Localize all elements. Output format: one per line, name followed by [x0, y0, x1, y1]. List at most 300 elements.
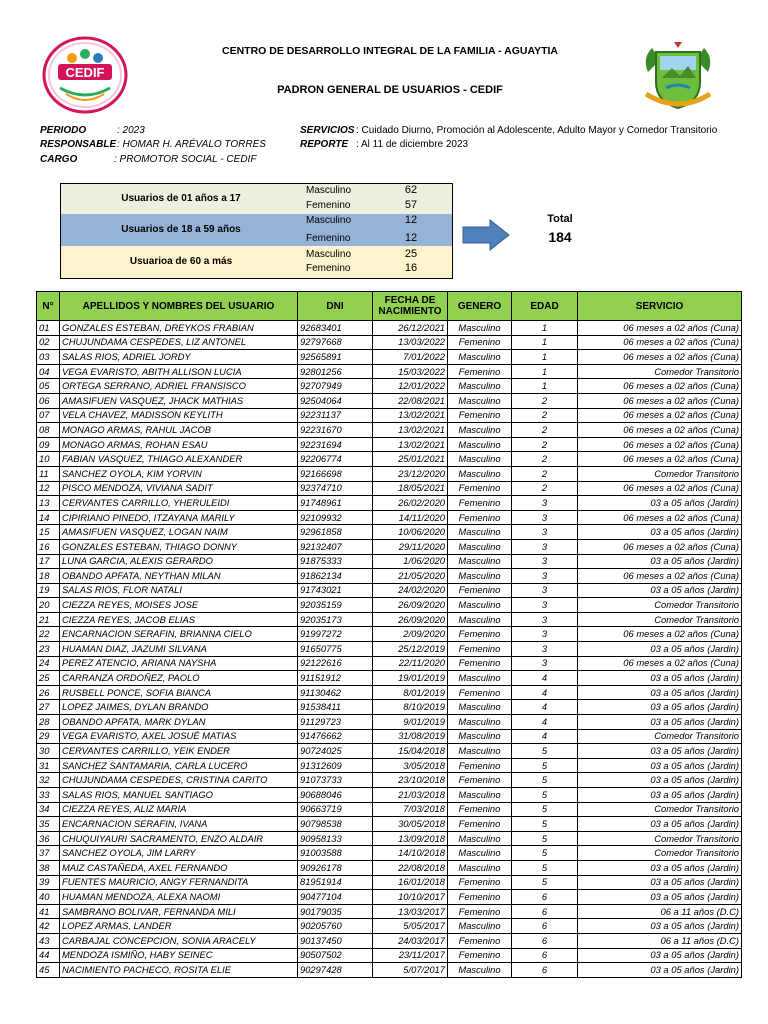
cell-birthdate: 13/03/2017 [373, 904, 448, 919]
cell-number: 23 [37, 642, 60, 657]
cell-gender: Femenino [448, 583, 512, 598]
cell-dni: 91748961 [298, 496, 373, 511]
cell-service: 03 a 05 años (Jardin) [578, 919, 742, 934]
svg-text:CEDIF: CEDIF [65, 65, 105, 80]
cell-dni: 92109932 [298, 510, 373, 525]
cell-dni: 90477104 [298, 890, 373, 905]
cell-gender: Masculino [448, 671, 512, 686]
cell-gender: Masculino [448, 788, 512, 803]
cell-gender: Masculino [448, 860, 512, 875]
cell-birthdate: 13/02/2021 [373, 437, 448, 452]
cell-name: PISCO MENDOZA, VIVIANA SADIT [60, 481, 298, 496]
cell-birthdate: 24/02/2020 [373, 583, 448, 598]
table-row [37, 685, 742, 700]
cell-number: 02 [37, 335, 60, 350]
cell-service: Comedor Transitorio [578, 831, 742, 846]
summary-masculino-count: 12 [404, 214, 418, 226]
cell-service: 03 a 05 años (Jardin) [578, 948, 742, 963]
cell-age: 3 [512, 627, 578, 642]
cell-birthdate: 15/03/2022 [373, 364, 448, 379]
cell-dni: 90688046 [298, 788, 373, 803]
cell-dni: 92707949 [298, 379, 373, 394]
cell-name: CARRANZA ORDOÑEZ, PAOLO [60, 671, 298, 686]
cell-name: CIEZZA REYES, ALIZ MARIA [60, 802, 298, 817]
cell-age: 4 [512, 671, 578, 686]
cell-number: 20 [37, 598, 60, 613]
cell-birthdate: 26/12/2021 [373, 321, 448, 336]
cell-name: ENCARNACION SERAFIN, BRIANNA CIELO [60, 627, 298, 642]
cell-number: 41 [37, 904, 60, 919]
cell-service: 06 meses a 02 años (Cuna) [578, 627, 742, 642]
cell-dni: 92035159 [298, 598, 373, 613]
table-header-row [37, 292, 742, 321]
cell-birthdate: 18/05/2021 [373, 481, 448, 496]
table-row [37, 408, 742, 423]
cell-name: OBANDO APFATA, NEYTHAN MILAN [60, 569, 298, 584]
cell-service: 03 a 05 años (Jardin) [578, 744, 742, 759]
cell-age: 6 [512, 948, 578, 963]
cell-birthdate: 16/01/2018 [373, 875, 448, 890]
cell-age: 6 [512, 890, 578, 905]
cell-birthdate: 3/05/2018 [373, 758, 448, 773]
cell-number: 30 [37, 744, 60, 759]
reporte-label: REPORTE [300, 139, 349, 150]
cell-number: 37 [37, 846, 60, 861]
summary-masculino-label: Masculino [306, 215, 352, 226]
table-row [37, 948, 742, 963]
cell-service: 03 a 05 años (Jardin) [578, 671, 742, 686]
document-title: PADRON GENERAL DE USUARIOS - CEDIF [277, 84, 503, 96]
users-table [36, 291, 742, 978]
cell-number: 44 [37, 948, 60, 963]
cell-service: 03 a 05 años (Jardin) [578, 860, 742, 875]
table-row [37, 788, 742, 803]
cell-name: SANCHEZ SANTAMARIA, CARLA LUCERO [60, 758, 298, 773]
cell-dni: 81951914 [298, 875, 373, 890]
cell-age: 5 [512, 788, 578, 803]
cell-service: 03 a 05 años (Jardin) [578, 817, 742, 832]
table-row [37, 671, 742, 686]
cell-dni: 90958133 [298, 831, 373, 846]
cell-birthdate: 10/06/2020 [373, 525, 448, 540]
cell-gender: Femenino [448, 817, 512, 832]
cell-age: 3 [512, 510, 578, 525]
cedif-logo [42, 36, 128, 114]
cell-service: 06 a 11 años (D.C) [578, 904, 742, 919]
cell-gender: Masculino [448, 846, 512, 861]
arrow-right-icon [462, 219, 510, 251]
table-row [37, 496, 742, 511]
cell-age: 3 [512, 656, 578, 671]
cell-number: 17 [37, 554, 60, 569]
cell-number: 14 [37, 510, 60, 525]
cell-name: GONZALES ESTEBAN, THIAGO DONNY [60, 539, 298, 554]
cell-gender: Femenino [448, 335, 512, 350]
cell-gender: Masculino [448, 700, 512, 715]
cell-birthdate: 14/11/2020 [373, 510, 448, 525]
cell-name: GONZALES ESTEBAN, DREYKOS FRABIAN [60, 321, 298, 336]
cell-service: 03 a 05 años (Jardin) [578, 496, 742, 511]
cell-birthdate: 31/08/2019 [373, 729, 448, 744]
cell-gender: Femenino [448, 758, 512, 773]
cell-service: 03 a 05 años (Jardin) [578, 758, 742, 773]
cell-number: 18 [37, 569, 60, 584]
cell-name: MONAGO ARMAS, RAHUL JACOB [60, 423, 298, 438]
cell-birthdate: 8/01/2019 [373, 685, 448, 700]
cell-age: 2 [512, 393, 578, 408]
cell-dni: 91650775 [298, 642, 373, 657]
cell-age: 3 [512, 612, 578, 627]
table-row [37, 700, 742, 715]
reporte-value: : Al 11 de diciembre 2023 [356, 139, 469, 150]
cell-age: 2 [512, 437, 578, 452]
cell-age: 5 [512, 773, 578, 788]
cell-name: VELA CHAVEZ, MADISSON KEYLITH [60, 408, 298, 423]
cell-gender: Masculino [448, 963, 512, 978]
cell-number: 38 [37, 860, 60, 875]
cell-gender: Masculino [448, 919, 512, 934]
table-row [37, 452, 742, 467]
summary-femenino-label: Femenino [306, 200, 351, 211]
cell-dni: 90798538 [298, 817, 373, 832]
table-row [37, 919, 742, 934]
table-row [37, 350, 742, 365]
cell-name: MONAGO ARMAS, ROHAN ESAU [60, 437, 298, 452]
cell-name: RUSBELL PONCE, SOFIA BIANCA [60, 685, 298, 700]
cell-service: 03 a 05 años (Jardin) [578, 525, 742, 540]
table-row [37, 481, 742, 496]
cell-age: 5 [512, 831, 578, 846]
cell-dni: 90507502 [298, 948, 373, 963]
cell-number: 16 [37, 539, 60, 554]
cell-gender: Masculino [448, 569, 512, 584]
cell-dni: 91130462 [298, 685, 373, 700]
cell-name: MENDOZA ISMIÑO, HABY SEINEC [60, 948, 298, 963]
cell-name: VEGA EVARISTO, AXEL JOSUÉ MATIAS [60, 729, 298, 744]
cell-dni: 91476662 [298, 729, 373, 744]
cell-name: SALAS RIOS, MANUEL SANTIAGO [60, 788, 298, 803]
header-age: EDAD [512, 292, 578, 321]
summary-label: Usuarios de 18 a 59 años [121, 224, 241, 235]
cell-gender: Femenino [448, 773, 512, 788]
cell-gender: Masculino [448, 715, 512, 730]
cell-gender: Masculino [448, 729, 512, 744]
cell-number: 28 [37, 715, 60, 730]
header-service: SERVICIO [578, 292, 742, 321]
cell-name: PEREZ ATENCIO, ARIANA NAYSHA [60, 656, 298, 671]
cell-gender: Masculino [448, 466, 512, 481]
cell-age: 5 [512, 875, 578, 890]
cell-age: 6 [512, 963, 578, 978]
cell-dni: 91862134 [298, 569, 373, 584]
cell-age: 5 [512, 802, 578, 817]
cell-gender: Femenino [448, 890, 512, 905]
table-row [37, 729, 742, 744]
cell-age: 6 [512, 919, 578, 934]
summary-masculino-label: Masculino [306, 249, 352, 260]
summary-band-seniors [61, 246, 452, 278]
header-name: APELLIDOS Y NOMBRES DEL USUARIO [60, 292, 298, 321]
cell-birthdate: 7/01/2022 [373, 350, 448, 365]
responsable-value: : HOMAR H. ARÉVALO TORRES [117, 139, 266, 150]
cell-age: 2 [512, 423, 578, 438]
table-row [37, 933, 742, 948]
summary-femenino-label: Femenino [306, 233, 351, 244]
summary-femenino-count: 12 [404, 232, 418, 244]
table-row [37, 831, 742, 846]
cell-number: 43 [37, 933, 60, 948]
cell-dni: 90663719 [298, 802, 373, 817]
cell-name: AMASIFUEN VASQUEZ, JHACK MATHIAS [60, 393, 298, 408]
cell-name: HUAMAN MENDOZA, ALEXA NAOMI [60, 890, 298, 905]
cell-dni: 91538411 [298, 700, 373, 715]
cell-dni: 91003588 [298, 846, 373, 861]
cell-gender: Femenino [448, 802, 512, 817]
cell-dni: 92565891 [298, 350, 373, 365]
header-gender: GENERO [448, 292, 512, 321]
cell-gender: Masculino [448, 744, 512, 759]
cell-birthdate: 26/09/2020 [373, 612, 448, 627]
cell-number: 22 [37, 627, 60, 642]
cell-birthdate: 10/10/2017 [373, 890, 448, 905]
table-row [37, 875, 742, 890]
table-row [37, 539, 742, 554]
cell-number: 19 [37, 583, 60, 598]
cell-service: 06 meses a 02 años (Cuna) [578, 393, 742, 408]
summary-masculino-count: 62 [404, 184, 418, 196]
cell-service: 06 meses a 02 años (Cuna) [578, 510, 742, 525]
cell-gender: Masculino [448, 598, 512, 613]
cell-age: 3 [512, 554, 578, 569]
cell-gender: Femenino [448, 496, 512, 511]
header-dni: DNI [298, 292, 373, 321]
cell-number: 31 [37, 758, 60, 773]
cell-gender: Femenino [448, 933, 512, 948]
table-row [37, 744, 742, 759]
cell-number: 03 [37, 350, 60, 365]
cell-dni: 91073733 [298, 773, 373, 788]
servicios-value: : Cuidado Diurno, Promoción al Adolescente, Adulto Mayor y Comedor Transitorio [356, 125, 718, 136]
table-row [37, 817, 742, 832]
table-row [37, 364, 742, 379]
cell-dni: 92683401 [298, 321, 373, 336]
cell-number: 05 [37, 379, 60, 394]
cell-name: LOPEZ JAIMES, DYLAN BRANDO [60, 700, 298, 715]
cell-dni: 92374710 [298, 481, 373, 496]
cell-birthdate: 21/05/2020 [373, 569, 448, 584]
header-number: N° [37, 292, 60, 321]
cell-number: 45 [37, 963, 60, 978]
cell-age: 4 [512, 700, 578, 715]
cell-dni: 92231694 [298, 437, 373, 452]
cell-name: OBANDO APFATA, MARK DYLAN [60, 715, 298, 730]
cell-age: 3 [512, 496, 578, 511]
cell-dni: 92961858 [298, 525, 373, 540]
cell-dni: 91312609 [298, 758, 373, 773]
cell-service: 06 meses a 02 años (Cuna) [578, 452, 742, 467]
cell-service: 06 meses a 02 años (Cuna) [578, 569, 742, 584]
cell-service: 06 meses a 02 años (Cuna) [578, 481, 742, 496]
cell-gender: Femenino [448, 627, 512, 642]
table-row [37, 423, 742, 438]
cell-age: 4 [512, 685, 578, 700]
cell-service: 06 meses a 02 años (Cuna) [578, 350, 742, 365]
cell-age: 3 [512, 598, 578, 613]
servicios-label: SERVICIOS [300, 125, 355, 136]
cell-dni: 91129723 [298, 715, 373, 730]
cell-birthdate: 21/03/2018 [373, 788, 448, 803]
cell-service: Comedor Transitorio [578, 466, 742, 481]
cell-gender: Femenino [448, 408, 512, 423]
summary-label: Usuarios de 01 años a 17 [121, 193, 241, 204]
cell-age: 6 [512, 933, 578, 948]
cell-birthdate: 22/08/2018 [373, 860, 448, 875]
cell-service: 03 a 05 años (Jardin) [578, 583, 742, 598]
cell-birthdate: 13/03/2022 [373, 335, 448, 350]
cell-birthdate: 25/01/2021 [373, 452, 448, 467]
cell-name: HUAMAN DIAZ, JAZUMI SILVANA [60, 642, 298, 657]
cell-service: 03 a 05 años (Jardin) [578, 875, 742, 890]
table-row [37, 393, 742, 408]
summary-masculino-label: Masculino [306, 185, 352, 196]
cell-service: 03 a 05 años (Jardin) [578, 685, 742, 700]
cell-gender: Femenino [448, 364, 512, 379]
summary-label: Usuarioa de 60 a más [129, 256, 233, 267]
cell-birthdate: 13/09/2018 [373, 831, 448, 846]
cell-number: 08 [37, 423, 60, 438]
cell-dni: 92504064 [298, 393, 373, 408]
cell-service: 06 a 11 años (D.C) [578, 933, 742, 948]
cell-gender: Masculino [448, 423, 512, 438]
cell-gender: Femenino [448, 481, 512, 496]
cell-name: CIEZZA REYES, JACOB ELIAS [60, 612, 298, 627]
cell-gender: Masculino [448, 612, 512, 627]
cell-birthdate: 12/01/2022 [373, 379, 448, 394]
cell-dni: 91997272 [298, 627, 373, 642]
cell-gender: Masculino [448, 437, 512, 452]
cell-age: 3 [512, 569, 578, 584]
cell-number: 42 [37, 919, 60, 934]
table-row [37, 627, 742, 642]
cell-number: 40 [37, 890, 60, 905]
table-row [37, 860, 742, 875]
table-row [37, 758, 742, 773]
cell-age: 5 [512, 860, 578, 875]
cell-number: 27 [37, 700, 60, 715]
cell-name: CHUQUIYAURI SACRAMENTO, ENZO ALDAIR [60, 831, 298, 846]
table-row [37, 773, 742, 788]
cell-gender: Masculino [448, 379, 512, 394]
cell-name: CIEZZA REYES, MOISES JOSE [60, 598, 298, 613]
cell-birthdate: 24/03/2017 [373, 933, 448, 948]
cell-birthdate: 13/02/2021 [373, 423, 448, 438]
cell-name: SALAS RIOS, FLOR NATALI [60, 583, 298, 598]
cell-name: VEGA EVARISTO, ABITH ALLISON LUCIA [60, 364, 298, 379]
table-row [37, 525, 742, 540]
cargo-value: : PROMOTOR SOCIAL - CEDIF [114, 154, 257, 165]
cell-gender: Masculino [448, 393, 512, 408]
cell-gender: Femenino [448, 656, 512, 671]
cell-name: LOPEZ ARMAS, LANDER [60, 919, 298, 934]
cell-service: Comedor Transitorio [578, 802, 742, 817]
cell-dni: 90724025 [298, 744, 373, 759]
cell-gender: Femenino [448, 510, 512, 525]
cell-age: 2 [512, 481, 578, 496]
cell-dni: 92206774 [298, 452, 373, 467]
cell-name: AMASIFUEN VASQUEZ, LOGAN NAIM [60, 525, 298, 540]
cell-gender: Masculino [448, 539, 512, 554]
summary-femenino-count: 57 [404, 199, 418, 211]
cell-number: 26 [37, 685, 60, 700]
cell-gender: Femenino [448, 642, 512, 657]
cell-gender: Masculino [448, 321, 512, 336]
municipal-coat-of-arms [640, 38, 716, 114]
cell-service: 06 meses a 02 años (Cuna) [578, 437, 742, 452]
cell-number: 01 [37, 321, 60, 336]
cell-dni: 90205760 [298, 919, 373, 934]
cell-name: CERVANTES CARRILLO, YEIK ENDER [60, 744, 298, 759]
cell-age: 2 [512, 452, 578, 467]
cell-number: 06 [37, 393, 60, 408]
cell-birthdate: 22/11/2020 [373, 656, 448, 671]
table-row [37, 656, 742, 671]
summary-box [60, 183, 453, 279]
cell-age: 5 [512, 744, 578, 759]
cell-service: 03 a 05 años (Jardin) [578, 642, 742, 657]
cell-birthdate: 15/04/2018 [373, 744, 448, 759]
cell-birthdate: 7/03/2018 [373, 802, 448, 817]
cell-age: 3 [512, 539, 578, 554]
table-row [37, 846, 742, 861]
cell-service: 03 a 05 años (Jardin) [578, 890, 742, 905]
cell-name: SANCHEZ OYOLA, JIM LARRY [60, 846, 298, 861]
cell-name: NACIMIENTO PACHECO, ROSITA ELIE [60, 963, 298, 978]
cell-age: 3 [512, 583, 578, 598]
header-birthdate: FECHA DE NACIMIENTO [373, 292, 448, 321]
table-row [37, 890, 742, 905]
cell-number: 11 [37, 466, 60, 481]
cell-service: 03 a 05 años (Jardin) [578, 963, 742, 978]
cell-birthdate: 25/12/2019 [373, 642, 448, 657]
cell-birthdate: 23/10/2018 [373, 773, 448, 788]
cell-number: 10 [37, 452, 60, 467]
cell-number: 39 [37, 875, 60, 890]
cell-service: 06 meses a 02 años (Cuna) [578, 539, 742, 554]
table-row [37, 612, 742, 627]
cell-service: Comedor Transitorio [578, 598, 742, 613]
cell-number: 35 [37, 817, 60, 832]
cell-number: 25 [37, 671, 60, 686]
cell-number: 07 [37, 408, 60, 423]
table-body [37, 321, 742, 978]
cell-service: Comedor Transitorio [578, 729, 742, 744]
cell-age: 2 [512, 466, 578, 481]
cell-number: 36 [37, 831, 60, 846]
cell-service: Comedor Transitorio [578, 612, 742, 627]
cell-dni: 92166698 [298, 466, 373, 481]
cell-name: ENCARNACION SERAFIN, IVANA [60, 817, 298, 832]
cell-dni: 92035173 [298, 612, 373, 627]
cell-age: 1 [512, 335, 578, 350]
cell-number: 15 [37, 525, 60, 540]
organization-title: CENTRO DE DESARROLLO INTEGRAL DE LA FAMILIA - AGUAYTIA [221, 45, 558, 57]
cell-age: 1 [512, 350, 578, 365]
cell-name: FUENTES MAURICIO, ANGY FERNANDITA [60, 875, 298, 890]
cell-age: 4 [512, 715, 578, 730]
cargo-label: CARGO [40, 154, 78, 165]
cell-number: 04 [37, 364, 60, 379]
cell-dni: 90179035 [298, 904, 373, 919]
